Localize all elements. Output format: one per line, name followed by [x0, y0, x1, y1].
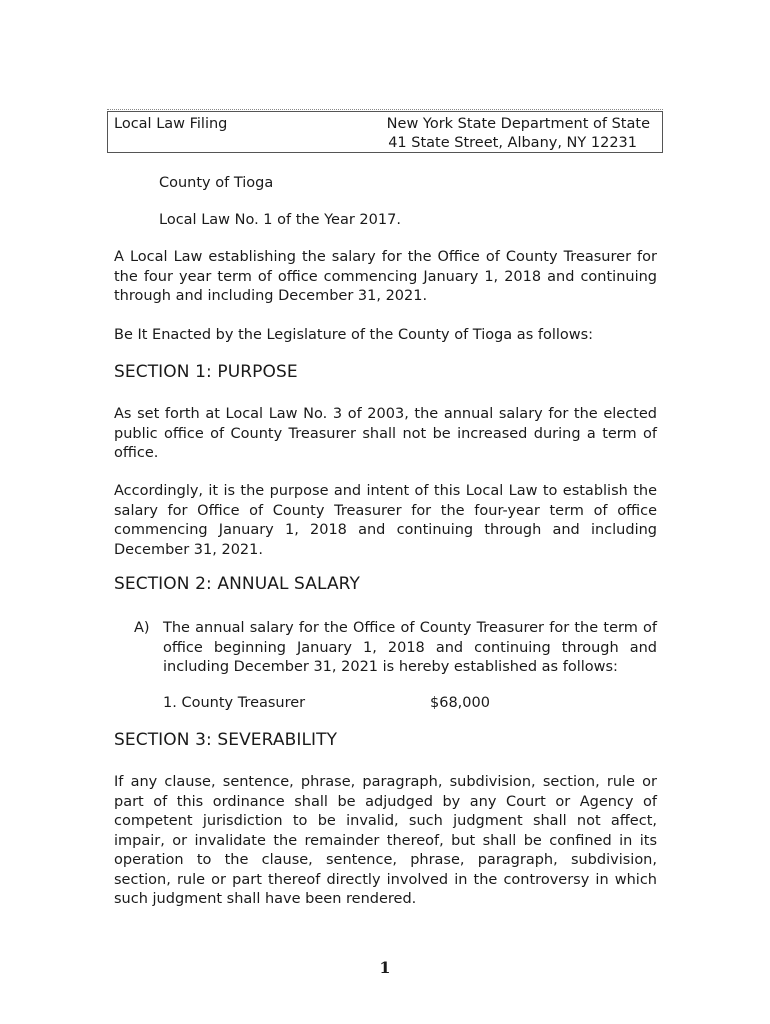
department-name: New York State Department of State [386, 116, 650, 132]
department-address: 41 State Street, Albany, NY 12231 [388, 135, 637, 151]
county-name: County of Tioga [159, 175, 274, 191]
item-a-text: The annual salary for the Office of County Treasurer for the term of office beginning January 1, 2018 and continuing through and including December 31, 2021 is hereby established as follows: [163, 620, 657, 675]
filing-header-box [107, 111, 663, 153]
section-2-heading: SECTION 2: ANNUAL SALARY [114, 574, 360, 594]
enactment-clause: Be It Enacted by the Legislature of the County of Tioga as follows: [114, 327, 594, 343]
law-intro: A Local Law establishing the salary for the Office of County Treasurer for the four year term of office commencing January 1, 2018 and continuing through and including December 31, 2021. [114, 249, 657, 304]
section-1-paragraph-2: Accordingly, it is the purpose and intent of this Local Law to establish the salary for Office of County Treasurer for the four-year term of office commencing January 1, 2018 and continuing through and including December 31, 2021. [114, 483, 657, 558]
section-1-heading: SECTION 1: PURPOSE [114, 362, 298, 382]
salary-amount: $68,000 [430, 695, 490, 711]
section-3-heading: SECTION 3: SEVERABILITY [114, 730, 338, 750]
section-3-paragraph: If any clause, sentence, phrase, paragraph, subdivision, section, rule or part of this ordinance shall be adjudged by any Court or Agency of competent jurisdiction to be invalid, such judgment shall not affect, impair, or invalidate the remainder thereof, but shall be confined in its operation to the clause, sentence, phrase, paragraph, subdivision, section, rule or part thereof directly involved in the controversy in which such judgment shall have been rendered. [114, 774, 657, 907]
page-number: 1 [379, 958, 391, 977]
filing-title: Local Law Filing [114, 116, 228, 132]
law-number: Local Law No. 1 of the Year 2017. [159, 212, 401, 228]
section-1-paragraph-1: As set forth at Local Law No. 3 of 2003, the annual salary for the elected public office of County Treasurer shall not be increased during a term of office. [114, 406, 657, 461]
item-a-label: A) [134, 620, 150, 636]
salary-position: 1. County Treasurer [163, 695, 306, 711]
